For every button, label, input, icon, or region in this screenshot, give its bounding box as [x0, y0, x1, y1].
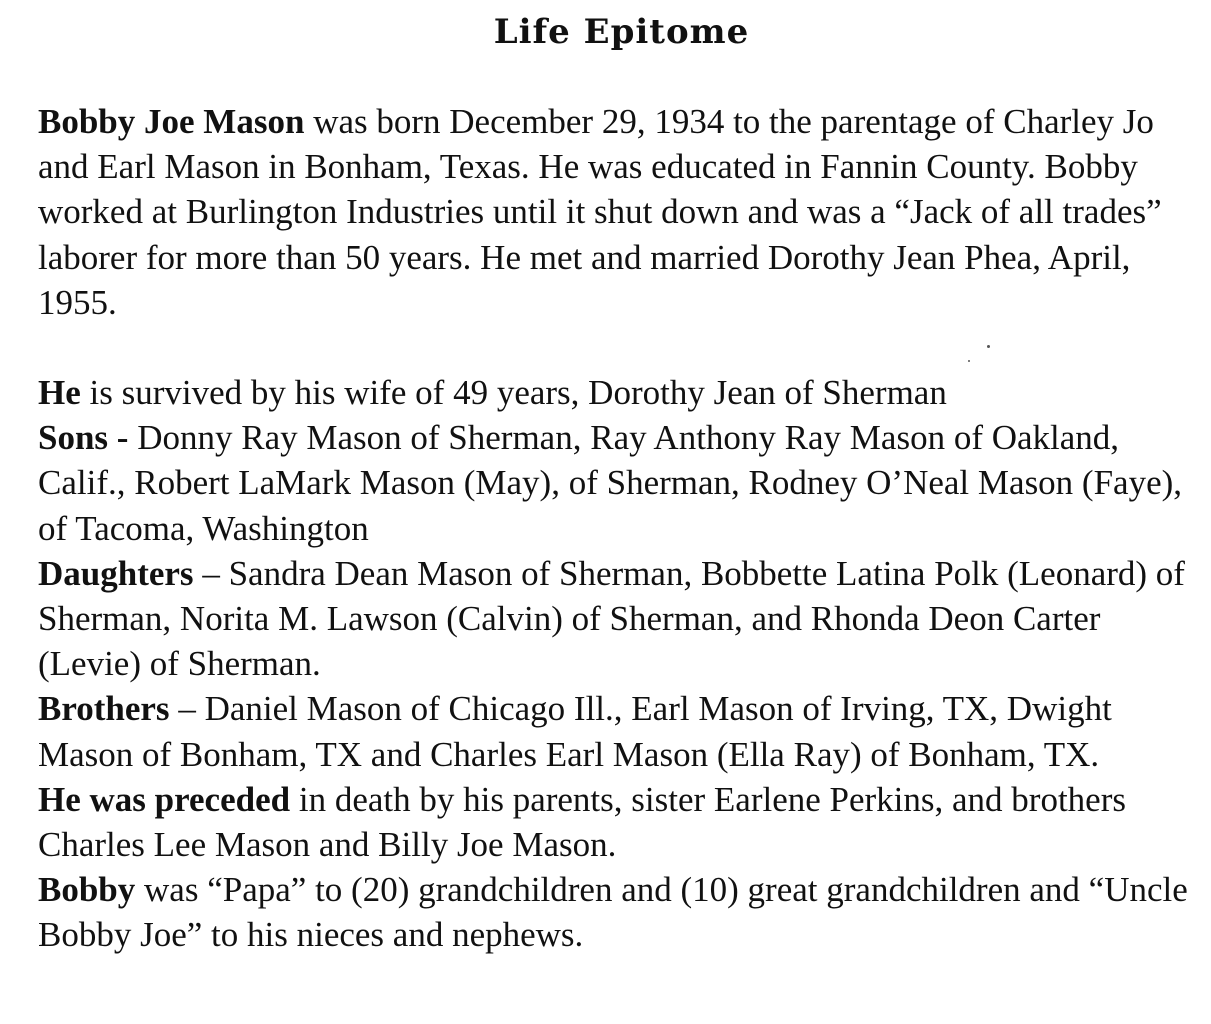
- paragraph-preceded: [38, 777, 1203, 867]
- document-body: [38, 99, 1203, 958]
- paragraph-lead: Daughters: [38, 553, 194, 593]
- paragraph-text: Donny Ray Mason of Sherman, Ray Anthony Ray Mason of Oakland, Calif., Robert LaMark Mason (May), of Sherman, Rodney O’Neal Mason (Faye), of Tacoma, Washington: [38, 418, 1183, 548]
- paragraph-text: was born December 29, 1934 to the parentage of Charley Jo and Earl Mason in Bonham, Texas. He was educated in Fannin County. Bobby worked at Burlington Industries until it shut down and was a “Jack of all trades” laborer for more than 50 years. He met and married Dorothy Jean Phea, April, 1955.: [38, 102, 1162, 322]
- paragraph-sons: [38, 415, 1203, 551]
- paragraph-survived-by: [38, 370, 1203, 415]
- paragraph-text: in death by his parents, sister Earlene Perkins, and brothers Charles Lee Mason and Billy Joe Mason.: [38, 779, 1126, 865]
- paragraph-grandchildren: [38, 867, 1203, 957]
- paragraph-lead: Sons -: [38, 418, 129, 458]
- document-title: Life Epitome: [493, 12, 750, 52]
- paragraph-lead: He was preceded: [38, 779, 291, 819]
- paragraph-biography: [38, 99, 1203, 325]
- paragraph-text: was “Papa” to (20) grandchildren and (10) great grandchildren and “Uncle Bobby Joe” to his nieces and nephews.: [38, 870, 1188, 955]
- paragraph-brothers: [38, 686, 1203, 776]
- paragraph-text: – Sandra Dean Mason of Sherman, Bobbette Latina Polk (Leonard) of Sherman, Norita M. Lawson (Calvin) of Sherman, and Rhonda Deon Carter (Levie) of Sherman.: [38, 553, 1185, 684]
- scan-speck: [987, 345, 990, 348]
- paragraph-text: is survived by his wife of 49 years, Dorothy Jean of Sherman: [80, 373, 947, 413]
- paragraph-text: – Daniel Mason of Chicago Ill., Earl Mason of Irving, TX, Dwight Mason of Bonham, TX and Charles Earl Mason (Ella Ray) of Bonham, TX.: [38, 689, 1112, 774]
- paragraph-lead: Bobby: [38, 870, 136, 910]
- scan-speck: [968, 360, 970, 362]
- paragraph-lead: Bobby Joe Mason: [38, 102, 305, 141]
- paragraph-lead: He: [38, 373, 81, 413]
- paragraph-lead: Brothers: [38, 689, 170, 729]
- paragraph-daughters: [38, 551, 1203, 687]
